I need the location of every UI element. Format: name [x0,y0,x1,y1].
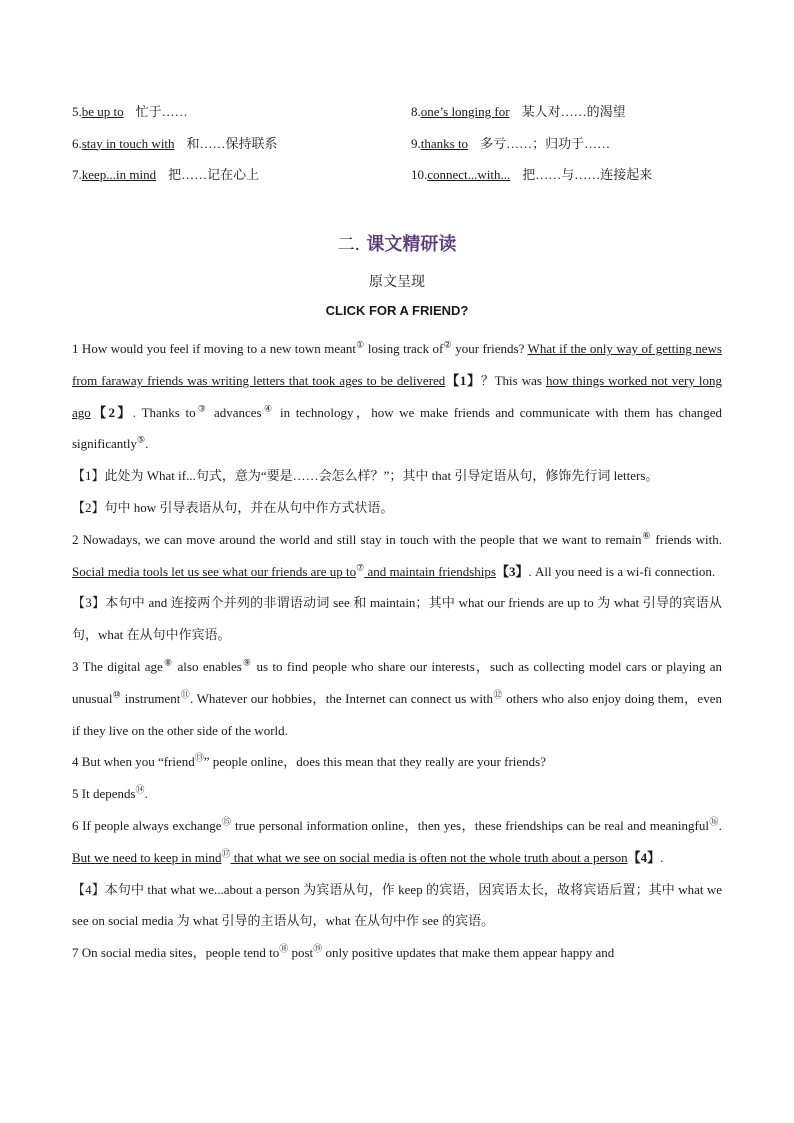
text: ” people online，does this mean that they really are your friends? [203,754,546,770]
paragraph-4 [72,746,722,778]
section-number: 二. [337,235,361,255]
text: . [145,436,149,452]
note-marker: 【4】 [627,849,661,865]
grammar-note-2: 【2】句中 how 引导表语从句，并在从句中作方式状语。 [72,499,394,515]
text: us to find people who share our interests，such as collecting model cars or playing an unusual [72,658,723,706]
text: 6 If people always exchange [72,817,222,833]
annotation-marker: ⑰ [221,848,231,859]
underlined-sentence: What if the only way of getting news from faraway friends was writing letters that took ages to be delivered [72,341,722,388]
paragraph-7 [72,937,722,969]
vocab-meaning: 把……记在心上 [168,167,260,182]
passage-body [72,333,722,969]
text: losing track of [364,341,444,356]
text: . [660,849,664,865]
text: others who also enjoy doing them，even if they live on the other side of the world. [72,690,722,738]
text: 2 Nowadays, we can move around the world and still stay in touch with the people that we want to remain [72,531,642,547]
vocab-number: 6. [72,135,82,151]
vocab-meaning: 忙于…… [135,104,188,119]
annotation-marker: ⑩ [112,689,122,700]
text: instrument [121,690,181,706]
text: true personal information online，then yes，these friendships can be real and meaningful [231,817,709,833]
text: only positive updates that make them appear happy and [322,945,615,961]
vocab-meaning: 某人对……的渴望 [521,104,626,119]
annotation-marker: ⑦ [356,562,365,573]
vocab-term: thanks to [420,135,469,151]
vocab-item [72,101,411,133]
underlined-sentence: how things worked not very long ago [72,372,722,420]
annotation-marker: ⑬ [194,753,204,764]
paragraph-6 [72,810,722,874]
text: 3 The digital age [72,658,163,674]
vocab-term: one’s longing for [420,104,510,119]
text: . [144,786,148,802]
vocab-number: 8. [411,104,421,119]
text: . All you need is a wi-fi connection. [528,563,716,579]
underlined-sentence: Social media tools let us see what our friends are up to [72,563,357,579]
annotation-marker: ① [356,339,365,350]
paragraph-3 [72,651,722,746]
underlined-sentence: that what we see on social media is often not the whole truth about a person [230,849,628,865]
text: 5 It depends [72,786,136,802]
vocab-row [72,133,722,165]
text: in technology，how we make friends and communicate with them has changed significantly [72,404,722,452]
section-heading [0,230,794,256]
text: . [718,817,722,833]
paragraph-2 [72,524,722,588]
annotation-marker: ⑫ [493,689,503,700]
text: . Whatever our hobbies，the Internet can connect us with [190,690,494,706]
vocab-number: 5. [72,104,82,119]
vocab-item [411,101,722,133]
annotation-marker: ⑪ [180,689,191,700]
passage-title: CLICK FOR A FRIEND? [325,303,469,318]
note-marker: 【3】 [495,563,529,579]
annotation-marker: ③ [195,403,209,414]
paragraph-5 [72,778,722,810]
annotation-marker: ⑧ [162,657,174,668]
grammar-note-1: 【1】此处为 What if...句式，意为“要是……会怎么样？”；其中 that 引导定语从句，修饰先行词 letters。 [72,468,659,484]
vocab-term: connect...with... [427,167,511,182]
vocab-number: 9. [411,135,421,151]
annotation-marker: ⑥ [641,530,652,541]
section-title: 课文精研读 [366,234,457,255]
text: friends with. [651,531,723,547]
annotation-marker: ⑲ [313,943,323,954]
annotation-marker: ⑯ [708,816,719,827]
text: ？This was [480,372,546,388]
vocab-meaning: 多亏……；归功于…… [480,135,611,151]
grammar-note-3: 【3】本句中 and 连接两个并列的非谓语动词 see 和 maintain；其中 what our friends are up to 为 what 引导的宾语从句，what 在从句中作宾语。 [72,595,722,643]
annotation-marker: ⑤ [137,435,146,446]
vocab-item [411,133,722,165]
text: also enables [173,658,242,674]
annotation-marker: ⑱ [279,943,289,954]
vocab-item [72,164,411,196]
annotation-marker: ⑮ [221,816,232,827]
text: advances [208,404,262,420]
grammar-note-4: 【4】本句中 that what we...about a person 为宾语从句，作 keep 的宾语，因宾语太长，故将宾语后置；其中 what we see on social media 为 what 引导的主语从句，what 在从句中作 see 的宾语。 [72,881,722,929]
text: . Thanks to [132,404,196,420]
vocab-term: be up to [81,104,124,119]
vocab-meaning: 把……与……连接起来 [522,167,653,182]
vocab-item [411,164,722,196]
text: 7 On social media sites，people tend to [72,945,280,961]
vocab-term: keep...in mind [81,167,157,182]
text: 4 But when you “friend [72,754,195,770]
vocabulary-list [72,101,722,196]
note-marker: 【1】 [445,372,481,388]
annotation-marker: ④ [261,403,275,414]
subheading: 原文呈现 [369,275,425,290]
underlined-sentence: and maintain friendships [364,563,496,579]
vocab-row [72,101,722,133]
annotation-marker: ② [443,339,452,350]
vocab-number: 7. [72,167,82,182]
underlined-sentence: But we need to keep in mind [72,849,222,865]
annotation-marker: ⑨ [241,657,253,668]
text: 1 How would you feel if moving to a new town meant [72,341,356,356]
vocab-item [72,133,411,165]
vocab-term: stay in touch with [81,135,175,151]
note-marker: 【2】 [90,404,133,420]
paragraph-1 [72,333,722,460]
text: post [288,945,314,961]
vocab-number: 10. [411,167,428,182]
annotation-marker: ⑭ [135,784,145,795]
text: your friends? [451,341,528,356]
vocab-row [72,164,722,196]
vocab-meaning: 和……保持联系 [186,135,278,151]
